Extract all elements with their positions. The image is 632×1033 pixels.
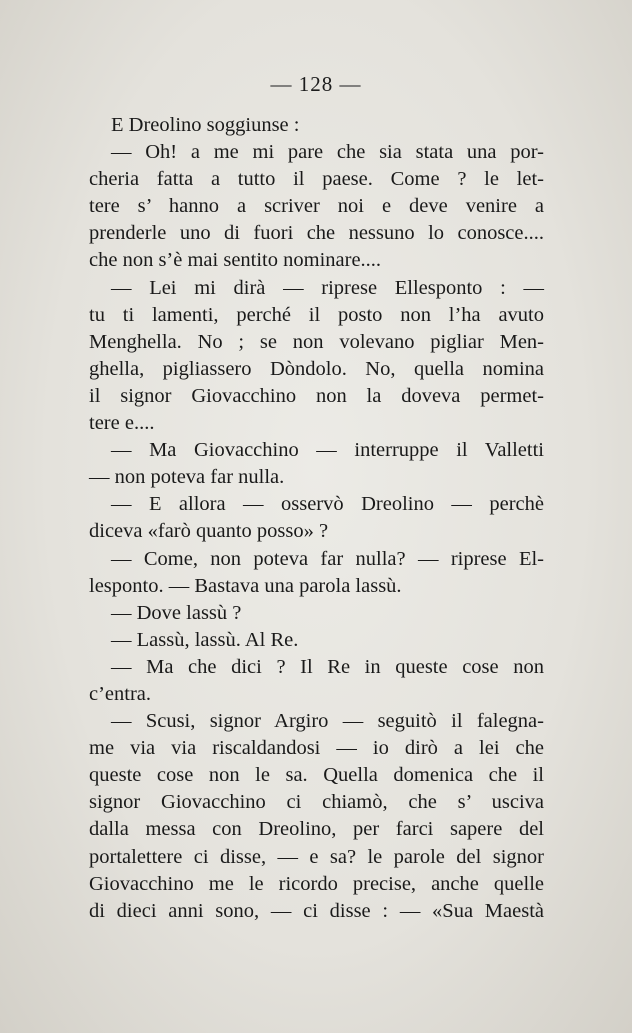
text-line: c’entra. — [89, 682, 152, 705]
text-line: tu ti lamenti, perché il posto non l’ha avuto — [89, 303, 544, 326]
text-line: — Oh! a me mi pare che sia stata una por- — [111, 141, 544, 164]
text-line: me via via riscaldandosi — io dirò a lei che — [89, 737, 544, 760]
text-line: portalettere ci disse, — e sa? le parole del signor — [89, 845, 544, 868]
text-line: E Dreolino soggiunse : — [111, 114, 300, 136]
text-line: ghella, pigliassero Dòndolo. No, quella nomina — [89, 357, 544, 380]
text-line: cheria fatta a tutto il paese. Come ? le let- — [89, 168, 544, 191]
text-line: diceva «farò quanto posso» ? — [89, 520, 329, 543]
text-line: — Ma che dici ? Il Re in queste cose non — [111, 655, 544, 678]
text-line: — non poteva far nulla. — [89, 466, 285, 489]
text-line: — Lei mi dirà — riprese Ellesponto : — — [111, 276, 544, 299]
text-line: — Ma Giovacchino — interruppe il Valletti — [111, 439, 544, 462]
page-number: — 128 — — [270, 72, 362, 96]
text-line: — Dove lassù ? — [111, 601, 242, 624]
text-line: — Scusi, signor Argiro — seguitò il falegna- — [111, 710, 544, 733]
text-line: che non s’è mai sentito nominare.... — [89, 249, 382, 272]
text-line: dalla messa con Dreolino, per farci sapere del — [89, 818, 544, 841]
text-line: tere e.... — [89, 412, 155, 435]
text-line: — E allora — osservò Dreolino — perchè — [111, 493, 544, 516]
text-line: Giovacchino me le ricordo precise, anche quelle — [89, 872, 544, 895]
text-line: lesponto. — Bastava una parola lassù. — [89, 574, 402, 597]
text-line: — Come, non poteva far nulla? — riprese El- — [111, 547, 544, 570]
text-line: signor Giovacchino ci chiamò, che s’ usciva — [89, 791, 544, 814]
text-line: il signor Giovacchino non la doveva permet- — [89, 384, 544, 407]
text-line: — Lassù, lassù. Al Re. — [111, 628, 299, 651]
text-line: Menghella. No ; se non volevano pigliar Men- — [89, 330, 544, 353]
text-line: tere s’ hanno a scriver noi e deve venire a — [89, 195, 544, 218]
text-line: prenderle uno di fuori che nessuno lo conosce.... — [89, 222, 544, 245]
text-line: di dieci anni sono, — ci disse : — «Sua Maestà — [89, 899, 544, 922]
text-line: queste cose non le sa. Quella domenica che il — [89, 764, 544, 787]
body-text — [89, 112, 544, 925]
